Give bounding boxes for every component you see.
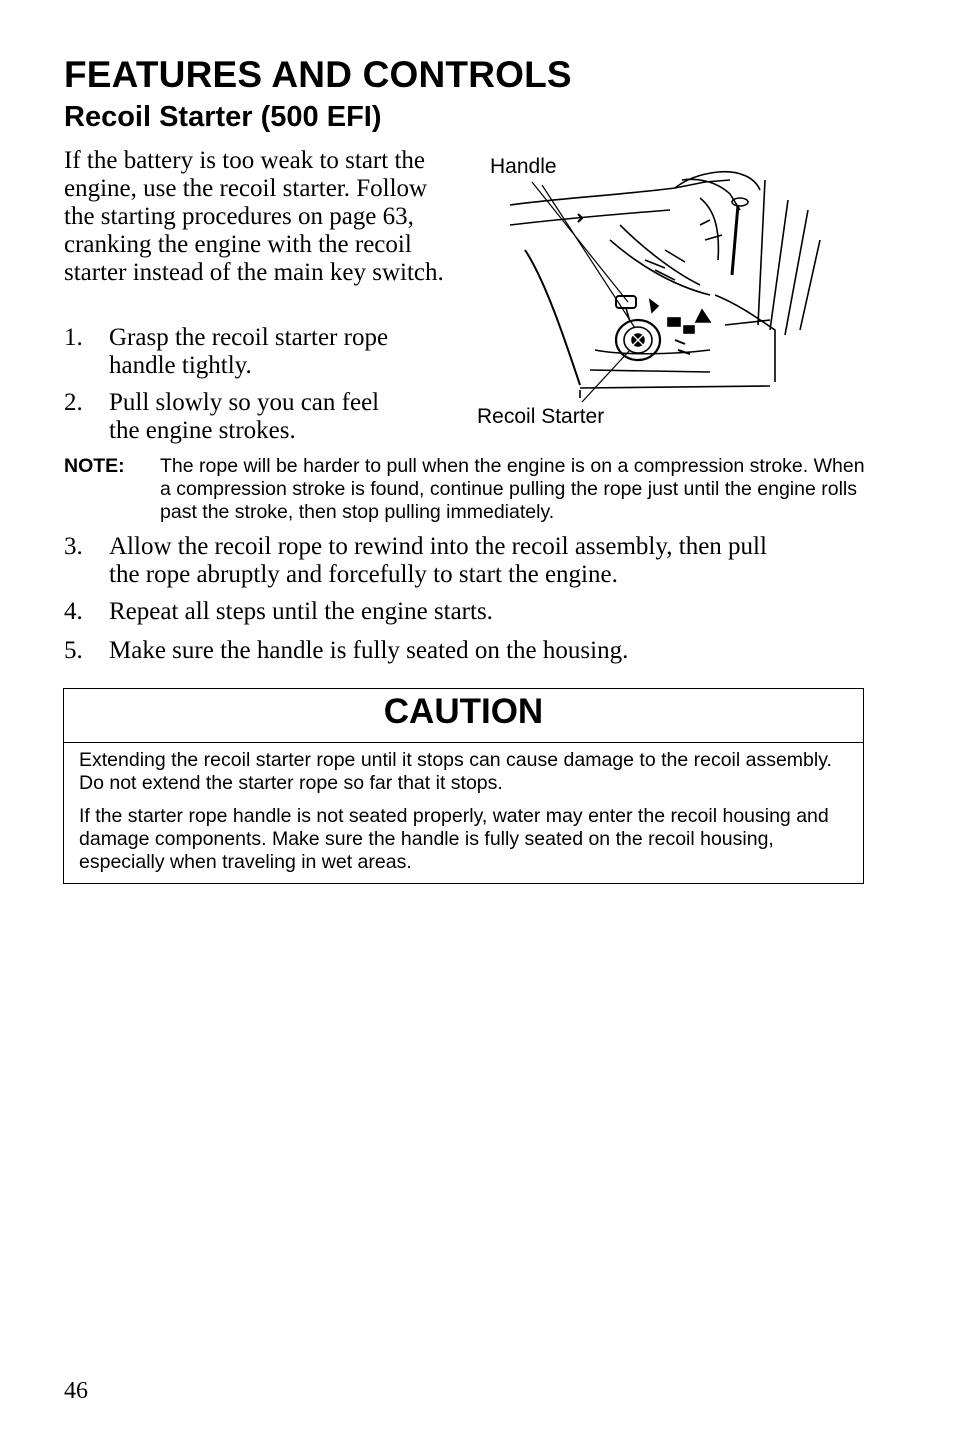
- step-text-line: handle tightly.: [109, 352, 252, 379]
- step-text-line: Allow the recoil rope to rewind into the recoil assembly, then pull: [109, 533, 767, 560]
- step-text-line: the engine strokes.: [109, 417, 296, 444]
- engine-illustration: [470, 150, 850, 440]
- step-text-line: Grasp the recoil starter rope: [109, 324, 389, 351]
- step-number: 1.: [64, 324, 83, 351]
- caution-box: [63, 688, 864, 884]
- step-text-line: the rope abruptly and forcefully to start the engine.: [109, 561, 618, 588]
- intro-paragraph: If the battery is too weak to start the engine, use the recoil starter. Follow the starting procedures on page 63, cranking the engine with the recoil starter instead of the main key switch.: [64, 147, 444, 286]
- step-number: 4.: [64, 598, 83, 625]
- step-number: 2.: [64, 389, 83, 416]
- step-number: 5.: [64, 637, 83, 664]
- figure-label-recoil-starter: Recoil Starter: [477, 405, 605, 428]
- step-5: [64, 637, 864, 665]
- figure-label-handle: Handle: [490, 155, 557, 178]
- step-text-line: Pull slowly so you can feel: [109, 389, 380, 416]
- step-text-line: Repeat all steps until the engine starts.: [109, 598, 493, 625]
- note-text: The rope will be harder to pull when the engine is on a compression stroke. When a compression stroke is found, continue pulling the rope just until the engine rolls past the stroke, then stop pulling immediately.: [160, 455, 865, 523]
- page-title: FEATURES AND CONTROLS: [64, 54, 572, 95]
- section-title: Recoil Starter (500 EFI): [64, 101, 382, 133]
- caution-paragraph-2: If the starter rope handle is not seated properly, water may enter the recoil housing and damage components. Make sure the handle is fully seated on the recoil housing, especially when traveling in wet areas.: [79, 805, 829, 873]
- caution-title: CAUTION: [64, 689, 863, 743]
- recoil-starter-figure: [470, 150, 850, 440]
- step-2: [64, 389, 444, 445]
- step-text-line: Make sure the handle is fully seated on the housing.: [109, 637, 629, 664]
- step-4: [64, 598, 864, 626]
- note-label: NOTE:: [64, 455, 125, 477]
- caution-paragraph-1: Extending the recoil starter rope until it stops can cause damage to the recoil assembly. Do not extend the starter rope so far that it stops.: [79, 749, 832, 794]
- step-number: 3.: [64, 533, 83, 560]
- page-number: 46: [64, 1378, 88, 1404]
- step-3: [64, 533, 864, 589]
- step-1: [64, 324, 444, 380]
